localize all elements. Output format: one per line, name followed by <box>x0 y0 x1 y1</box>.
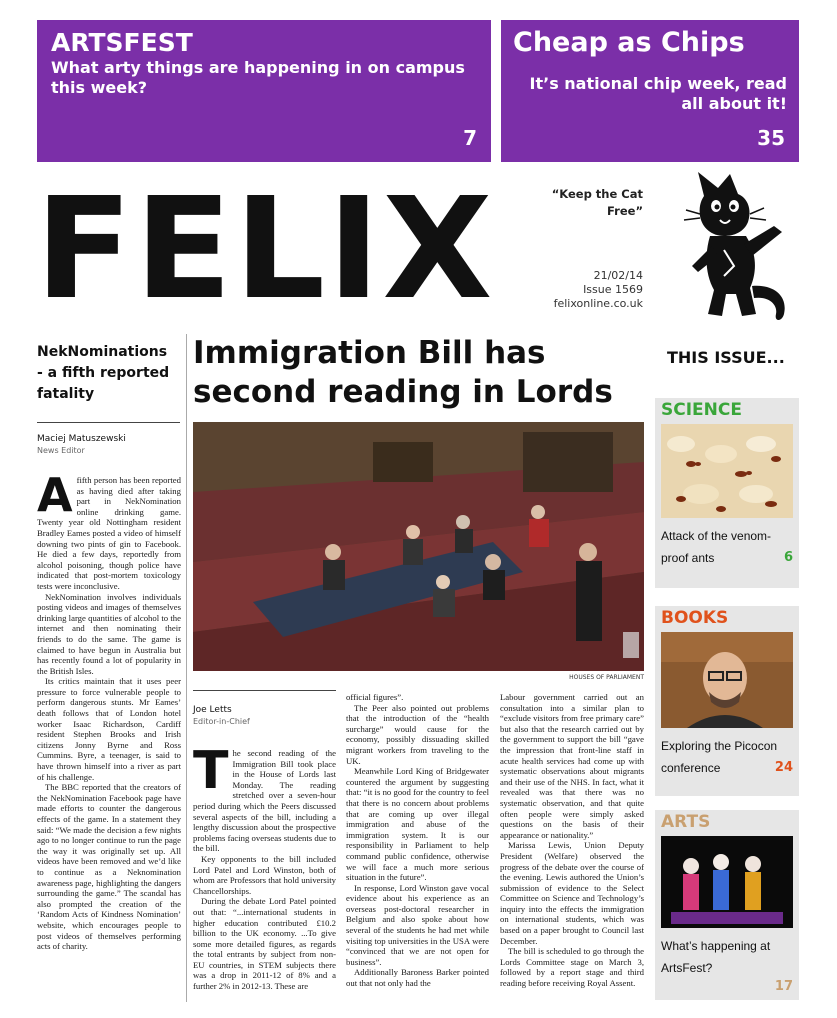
main-story-headline[interactable]: Immigration Bill has second reading in Lords <box>193 335 613 410</box>
side-story-paragraph: NekNomination involves individuals posting videos and images of themselves drinking large quantities of alcohol to the internet and then nominating their friends to do the same. The game is claimed to have begun in Australia but has recently found a lot of popularity in the British Isles. <box>37 591 181 676</box>
issue-number: Issue 1569 <box>583 283 643 296</box>
books-story-title: Exploring the Picocon conference <box>661 739 778 775</box>
main-story-paragraph: Marissa Lewis, Union Deputy President (Welfare) observed the progress of the debate over the course of the evening. Lewis authored the Union’s submission of evidence to the Select Committee on Science and Technology’s inquiry into the effects the immigration on international students, which was based on a paper brought to Council last December. <box>500 840 644 946</box>
chips-page-number: 35 <box>757 126 785 150</box>
side-story-body <box>37 468 181 952</box>
main-story-paragraph: he second reading of the Immigration Bill took place in the House of Lords last Monday. The reading stretched over a seven-hour period during which the Peers discussed several aspects of the bill, including a lengthy discussion about the prospective problems facing overseas students due to the bill. <box>193 748 336 854</box>
science-page-number: 6 <box>783 550 793 565</box>
arts-story-title: What’s happening at ArtsFest? <box>661 939 771 975</box>
artsfest-subtitle: What arty things are happening in on campus this week? <box>51 58 465 97</box>
this-issue-heading: THIS ISSUE... <box>667 348 785 367</box>
artsfest-photo <box>661 836 793 928</box>
side-story-paragraph: fifth person has been reported as having died after taking part in NekNomination online drinking game. Twenty year old Nottingham resident Bradley Eames posted a video of himself downing two pints of gin to Facebook. He died a few days, reportedly from alcohol poisoning, though police have indicated that post-mortem toxicology tests were inconclusive. <box>37 475 181 591</box>
side-story-paragraph: The BBC reported that the creators of the NekNomination Facebook page have made efforts to counter the dangerous effects of the game. In a statement they said: “We made the decision a few nights ago to no longer continue to run the page the way it was originally set up. All videos have been removed and we’d like to continue as a Neknomination awareness page, highlighting the dangers surrounding the game.” The scandal has also prompted the creation of the ‘Random Acts of Kindness Nomination’ website, which encourages people to post videos of themselves performing acts of charity. <box>37 782 181 952</box>
artsfest-banner[interactable] <box>37 20 491 162</box>
main-story-paragraph: Labour government carried out an consultation into a similar plan to “exclude visitors from free primary care” but also that the research carried out by the government to support the bill “gave the impression that front-line staff in acute health services had come up with systematic observations about migrants and their use of the NHS. In fact, what it revealed was that there was no systematic observation, and that quite often people were simply asked questions on the basis of their appearance or nationality.” <box>500 692 644 840</box>
artsfest-title: ARTSFEST <box>51 28 193 57</box>
arts-section-title: ARTS <box>661 812 711 832</box>
side-story-author: Maciej Matuszewski <box>37 434 126 444</box>
photo-caption: HOUSES OF PARLIAMENT <box>569 674 644 681</box>
science-section-title: SCIENCE <box>661 400 742 420</box>
main-story-author-role: Editor-in-Chief <box>193 717 250 726</box>
picocon-photo <box>661 632 793 728</box>
arts-panel[interactable] <box>655 810 799 1000</box>
side-story-dropcap: A <box>37 468 73 522</box>
science-panel[interactable] <box>655 398 799 588</box>
artsfest-page-number: 7 <box>463 126 477 150</box>
website[interactable]: felixonline.co.uk <box>553 297 643 310</box>
cat-mascot-icon <box>664 166 804 328</box>
divider <box>37 422 180 423</box>
chips-subtitle: It’s national chip week, read all about it! <box>529 74 787 113</box>
issue-date: 21/02/14 <box>593 269 643 282</box>
main-story-paragraph: In response, Lord Winston gave vocal evidence about his experience as an overseas post-doctoral researcher in Belgium and also spoke about how several of the students he had met while visiting top universities in the USA were “convinced that we are not open for business”. <box>346 882 489 967</box>
science-story <box>655 525 799 569</box>
masthead-tagline: “Keep the Cat Free” <box>551 187 643 218</box>
main-story-column-1 <box>193 741 336 992</box>
masthead-title: FELIX <box>35 168 495 331</box>
side-story-author-role: News Editor <box>37 446 85 455</box>
main-story-paragraph: During the debate Lord Patel pointed out that: “...international students in higher education contributed £10.2 billion to the UK economy. ...To give some more detailed figures, as regards the total entrants by subject from non-EU countries, in STEM subjects there was a drop in 2011-12 of 8% and a further 2% in 2012-13. These are <box>193 896 336 992</box>
main-story-paragraph: Key opponents to the bill included Lord Patel and Lord Winston, both of whom are Professors that hold university Chancellorships. <box>193 853 336 896</box>
chips-banner[interactable] <box>501 20 799 162</box>
ants-image <box>661 424 793 518</box>
side-story-headline[interactable]: NekNominations - a fifth reported fatality <box>37 344 170 402</box>
main-story-paragraph: Additionally Baroness Barker pointed out that not only had the <box>346 967 489 989</box>
column-divider <box>186 334 187 1002</box>
side-story-paragraph: Its critics maintain that it uses peer pressure to force vulnerable people to perform dangerous stunts. Mr Eames’ death follows that of London hotel worker Isaac Richardson, Cardiff resident Stephen Brooks and Irish citizens Jonny Byrne and Ross Cummins. Byre, a teenager, is said to have thrown himself into a river as part of his challenge. <box>37 676 181 782</box>
main-story-dropcap: T <box>193 741 229 801</box>
issue-info <box>520 269 643 311</box>
parliament-photo <box>193 422 644 671</box>
science-story-title: Attack of the venom-proof ants <box>661 529 772 565</box>
books-panel[interactable] <box>655 606 799 796</box>
main-story-column-3 <box>500 692 644 989</box>
books-page-number: 24 <box>774 760 793 775</box>
main-story-column-2 <box>346 692 489 989</box>
main-story-paragraph: Meanwhile Lord King of Bridgewater countered the argument by suggesting that: “it is no good for the country to feel that there is no concern about problems that are coming up over illegal immigration and abuse of the immigration system. It is our responsibility in Parliament to help command public confidence, otherwise we will face a much more serious situation in the future”. <box>346 766 489 883</box>
arts-story <box>655 935 799 995</box>
chips-title: Cheap as Chips <box>513 27 745 58</box>
main-story-paragraph: official figures”. <box>346 692 404 702</box>
main-story-paragraph: The bill is scheduled to go through the Lords Committee stage on March 3, followed by a report stage and third reading before receiving Royal Assent. <box>500 946 644 989</box>
main-story-author: Joe Letts <box>193 705 232 715</box>
books-section-title: BOOKS <box>661 608 729 628</box>
books-story <box>655 735 799 779</box>
divider <box>193 690 336 691</box>
main-story-paragraph: The Peer also pointed out problems that the introduction of the “health surcharge” would cause for the economy, possibly dissuading skilled migrant workers from traveling to the UK. <box>346 702 489 766</box>
arts-page-number: 17 <box>774 979 793 994</box>
